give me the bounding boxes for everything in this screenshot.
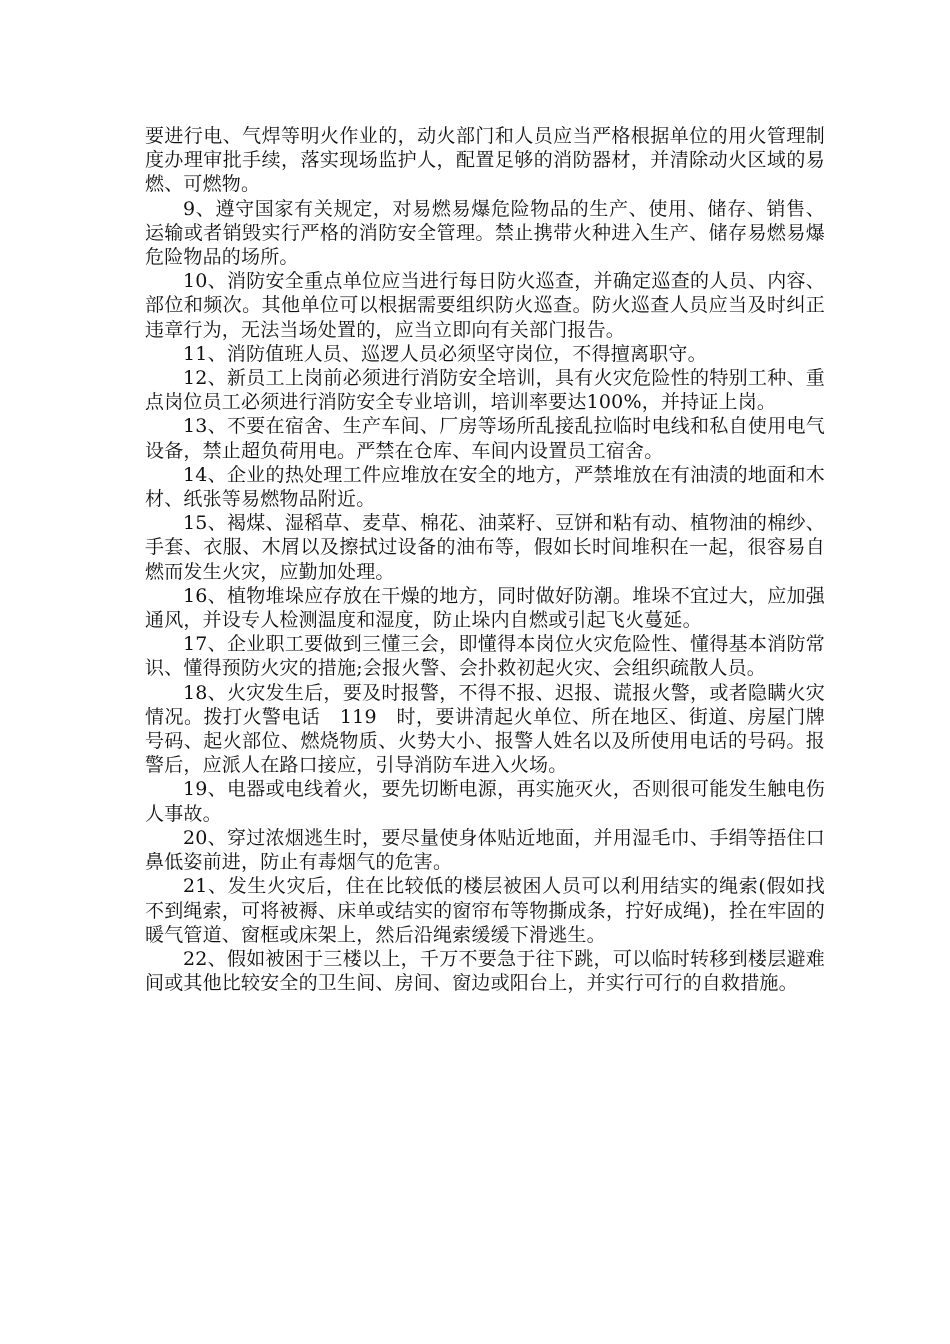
document-body <box>145 124 825 995</box>
paragraph-item-21: 21、发生火灾后，住在比较低的楼层被困人员可以利用结实的绳索(假如找不到绳索，可将被褥、床单或结实的窗帘布等物撕成条，拧好成绳)，拴在牢固的暖气管道、窗框或床架上，然后沿绳索缓缓下滑逃生。 <box>145 875 825 946</box>
paragraph-item-18: 18、火灾发生后，要及时报警，不得不报、迟报、谎报火警，或者隐瞒火灾情况。拨打火警电话 119 时，要讲清起火单位、所在地区、街道、房屋门牌号码、起火部位、燃烧物质、火势大小、报警人姓名以及所使用电话的号码。报警后，应派人在路口接应，引导消防车进入火场。 <box>145 681 825 777</box>
paragraph-item-17: 17、企业职工要做到三懂三会，即懂得本岗位火灾危险性、懂得基本消防常识、懂得预防火灾的措施;会报火警、会扑救初起火灾、会组织疏散人员。 <box>145 633 825 680</box>
paragraph-item-15: 15、褐煤、湿稻草、麦草、棉花、油菜籽、豆饼和粘有动、植物油的棉纱、手套、衣服、木屑以及擦拭过设备的油布等，假如长时间堆积在一起，很容易自燃而发生火灾，应勤加处理。 <box>145 512 825 583</box>
paragraph-continuation: 要进行电、气焊等明火作业的，动火部门和人员应当严格根据单位的用火管理制度办理审批手续，落实现场监护人，配置足够的消防器材，并清除动火区域的易燃、可燃物。 <box>145 125 825 196</box>
paragraph-item-12: 12、新员工上岗前必须进行消防安全培训，具有火灾危险性的特别工种、重点岗位员工必须进行消防安全专业培训，培训率要达100%，并持证上岗。 <box>145 367 825 414</box>
paragraph-item-20: 20、穿过浓烟逃生时，要尽量使身体贴近地面，并用湿毛巾、手绢等捂住口鼻低姿前进，防止有毒烟气的危害。 <box>145 826 825 874</box>
paragraph-item-10: 10、消防安全重点单位应当进行每日防火巡查，并确定巡查的人员、内容、部位和频次。其他单位可以根据需要组织防火巡查。防火巡查人员应当及时纠正违章行为，无法当场处置的，应当立即向有关部门报告。 <box>145 270 825 341</box>
paragraph-item-13: 13、不要在宿舍、生产车间、厂房等场所乱接乱拉临时电线和私自使用电气设备，禁止超负荷用电。严禁在仓库、车间内设置员工宿舍。 <box>145 415 825 462</box>
paragraph-item-16: 16、植物堆垛应存放在干燥的地方，同时做好防潮。堆垛不宜过大，应加强通风，并设专人检测温度和湿度，防止垛内自燃或引起飞火蔓延。 <box>145 584 825 632</box>
paragraph-item-22: 22、假如被困于三楼以上，千万不要急于往下跳，可以临时转移到楼层避难间或其他比较安全的卫生间、房间、窗边或阳台上，并实行可行的自救措施。 <box>145 947 825 995</box>
paragraph-item-14: 14、企业的热处理工件应堆放在安全的地方，严禁堆放在有油渍的地面和木材、纸张等易燃物品附近。 <box>145 463 825 511</box>
paragraph-item-11: 11、消防值班人员、巡逻人员必须坚守岗位，不得擅离职守。 <box>183 342 707 365</box>
paragraph-item-19: 19、电器或电线着火，要先切断电源，再实施灭火，否则很可能发生触电伤人事故。 <box>145 778 825 825</box>
paragraph-item-9: 9、遵守国家有关规定，对易燃易爆危险物品的生产、使用、储存、销售、运输或者销毁实行严格的消防安全管理。禁止携带火种进入生产、储存易燃易爆危险物品的场所。 <box>145 197 825 269</box>
